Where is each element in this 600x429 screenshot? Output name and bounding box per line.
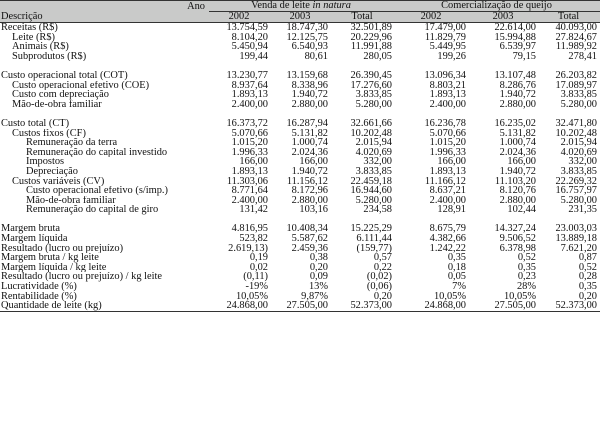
row-value bbox=[209, 61, 271, 71]
row-value: 2.400,00 bbox=[429, 195, 466, 206]
table-row bbox=[0, 129, 600, 139]
row-value: 13.096,34 bbox=[424, 70, 466, 81]
row-value: 13.889,18 bbox=[555, 234, 597, 244]
row-value: 3.833,85 bbox=[560, 166, 597, 177]
row-value: 5.280,00 bbox=[355, 99, 392, 110]
header-col: Total bbox=[331, 12, 395, 23]
row-label: Leite (R$) bbox=[12, 32, 55, 43]
table-row bbox=[0, 186, 600, 196]
row-value: 9,87% bbox=[301, 291, 328, 302]
row-value: 6.540,93 bbox=[291, 42, 328, 52]
spacer-row bbox=[0, 61, 600, 71]
row-value: 1.940,72 bbox=[499, 166, 536, 177]
row-label: Remuneração da terra bbox=[26, 138, 118, 148]
row-value: 8.104,20 bbox=[231, 32, 268, 43]
row-value: (0,11) bbox=[243, 272, 268, 283]
row-value: 10.202,48 bbox=[350, 128, 392, 139]
row-value: 0,20 bbox=[373, 291, 392, 302]
table-row bbox=[0, 234, 600, 244]
row-value bbox=[539, 61, 600, 71]
row-value: 1.996,33 bbox=[429, 147, 466, 158]
row-value: 13.754,59 bbox=[226, 22, 268, 33]
row-label: Impostos bbox=[26, 157, 65, 167]
row-value: 26.390,45 bbox=[350, 70, 392, 81]
row-value: 8.172,96 bbox=[291, 186, 328, 196]
row-label: Animais (R$) bbox=[12, 42, 69, 52]
row-value: 27.824,67 bbox=[555, 32, 597, 43]
row-value: 28% bbox=[516, 282, 536, 292]
row-label: Custo operacional efetivo (COE) bbox=[12, 80, 150, 91]
header-ano: Ano bbox=[187, 1, 205, 12]
row-value: 5.587,62 bbox=[291, 234, 328, 244]
row-label: Mão-de-obra familiar bbox=[26, 195, 116, 206]
table-row bbox=[0, 253, 600, 263]
row-value: 280,05 bbox=[363, 51, 392, 62]
row-value bbox=[331, 61, 395, 71]
row-value: 20.229,96 bbox=[350, 32, 392, 43]
row-value: (0,06) bbox=[366, 282, 392, 292]
table-row bbox=[0, 244, 600, 254]
row-value: 5.280,00 bbox=[355, 195, 392, 206]
row-value: 199,44 bbox=[239, 51, 268, 62]
row-value: 13% bbox=[308, 282, 328, 292]
row-value bbox=[469, 215, 539, 225]
table-row bbox=[0, 157, 600, 167]
row-value: 14.327,24 bbox=[494, 224, 536, 235]
row-value: 2.400,00 bbox=[429, 99, 466, 110]
row-label bbox=[0, 61, 209, 71]
row-value: 79,15 bbox=[512, 51, 536, 62]
row-value: 8.771,64 bbox=[231, 186, 268, 196]
row-value: 0,09 bbox=[309, 272, 328, 283]
row-value: 17.479,00 bbox=[424, 22, 466, 33]
row-value: 6.111,44 bbox=[356, 234, 392, 244]
row-label: Resultado (lucro ou prejuízo) bbox=[1, 243, 124, 254]
table-row bbox=[0, 23, 600, 33]
header-col: 2003 bbox=[469, 12, 539, 23]
row-value: 0,35 bbox=[517, 262, 536, 273]
row-value: 231,35 bbox=[568, 205, 597, 215]
row-value: 8.803,21 bbox=[429, 80, 466, 91]
row-value: 32.501,89 bbox=[350, 22, 392, 33]
row-value: 103,16 bbox=[299, 205, 328, 215]
header-col: 2002 bbox=[395, 12, 469, 23]
row-value: 2.880,00 bbox=[291, 99, 328, 110]
row-value: 5.280,00 bbox=[560, 195, 597, 206]
row-value: 0,02 bbox=[249, 262, 268, 273]
row-value: 10.408,34 bbox=[286, 224, 328, 235]
table-row bbox=[0, 81, 600, 91]
row-value: 11.829,79 bbox=[424, 32, 466, 43]
row-label bbox=[0, 109, 209, 119]
row-value: 11.166,12 bbox=[424, 176, 466, 187]
row-value: 523,82 bbox=[239, 234, 268, 244]
row-label: Custos variáveis (CV) bbox=[12, 176, 105, 187]
row-label: Remuneração do capital de giro bbox=[26, 205, 159, 215]
table-row bbox=[0, 282, 600, 292]
row-value: 4.020,69 bbox=[560, 147, 597, 158]
row-value: 166,00 bbox=[507, 157, 536, 167]
row-value: 11.991,88 bbox=[350, 42, 392, 52]
header-corner bbox=[0, 1, 209, 23]
row-value: 0,28 bbox=[578, 272, 597, 283]
row-value: 1.893,13 bbox=[429, 90, 466, 100]
row-value: 4.020,69 bbox=[355, 147, 392, 158]
row-value: 1.015,20 bbox=[429, 138, 466, 148]
table-row bbox=[0, 90, 600, 100]
row-value: 2.459,36 bbox=[291, 243, 328, 254]
row-value: 13.107,48 bbox=[494, 70, 536, 81]
row-value bbox=[395, 109, 469, 119]
row-value: 2.619,13) bbox=[228, 243, 268, 254]
row-value: 52.373,00 bbox=[539, 301, 600, 311]
row-value: 5.450,94 bbox=[231, 42, 268, 52]
header-group-queijo: Comercialização de queijo bbox=[395, 1, 600, 12]
row-value: 0,05 bbox=[447, 272, 466, 283]
header-group-leite-prefix: Venda de leite bbox=[251, 0, 313, 11]
row-value: 24.868,00 bbox=[209, 301, 271, 311]
row-value: 16.944,60 bbox=[350, 186, 392, 196]
row-value: 0,35 bbox=[578, 282, 597, 292]
row-value: 0,35 bbox=[447, 253, 466, 263]
row-value: 32.661,66 bbox=[350, 118, 392, 129]
table-row bbox=[0, 148, 600, 158]
row-value: (0,02) bbox=[366, 272, 392, 283]
row-label: Custo total (CT) bbox=[1, 118, 70, 129]
row-label: Custo operacional total (COT) bbox=[1, 70, 128, 81]
row-value: 0,23 bbox=[517, 272, 536, 283]
row-value: 3.833,85 bbox=[560, 90, 597, 100]
row-value: 2.015,94 bbox=[560, 138, 597, 148]
row-value: 22.459,18 bbox=[350, 176, 392, 187]
row-value: 5.449,95 bbox=[429, 42, 466, 52]
header-descricao: Descrição bbox=[1, 11, 43, 22]
row-label: Margem líquida / kg leite bbox=[1, 262, 107, 273]
row-value: 7.621,20 bbox=[560, 243, 597, 254]
row-value: 2.400,00 bbox=[231, 99, 268, 110]
table-row bbox=[0, 119, 600, 129]
table-row bbox=[0, 177, 600, 187]
table-row bbox=[0, 272, 600, 282]
table-row bbox=[0, 42, 600, 52]
row-label: Margem líquida bbox=[1, 234, 68, 244]
row-label: Depreciação bbox=[26, 166, 78, 177]
row-value: 11.303,06 bbox=[226, 176, 268, 187]
row-value bbox=[395, 61, 469, 71]
row-value bbox=[209, 215, 271, 225]
row-value: 4.382,66 bbox=[429, 234, 466, 244]
row-value: 1.000,74 bbox=[499, 138, 536, 148]
row-label: Receitas (R$) bbox=[1, 22, 58, 33]
row-value: 12.125,75 bbox=[286, 32, 328, 43]
row-value bbox=[539, 109, 600, 119]
row-value: -19% bbox=[245, 282, 268, 292]
header-group-leite-italic: in natura bbox=[312, 0, 351, 11]
row-value: 27.505,00 bbox=[469, 301, 539, 311]
header-col: Total bbox=[539, 12, 600, 23]
row-label: Mão-de-obra familiar bbox=[12, 99, 102, 110]
row-value: 102,44 bbox=[507, 205, 536, 215]
row-value: 4.816,95 bbox=[231, 224, 268, 235]
row-value: 2.880,00 bbox=[291, 195, 328, 206]
row-value: 1.940,72 bbox=[291, 90, 328, 100]
row-value: 17.089,97 bbox=[555, 80, 597, 91]
row-value: 16.373,72 bbox=[226, 118, 268, 129]
row-value: 128,91 bbox=[437, 205, 466, 215]
row-value: 5.131,82 bbox=[499, 128, 536, 139]
row-value: 332,00 bbox=[568, 157, 597, 167]
table-row bbox=[0, 100, 600, 110]
row-value: 10,05% bbox=[503, 291, 536, 302]
table-row bbox=[0, 138, 600, 148]
row-value: 0,57 bbox=[373, 253, 392, 263]
row-value: 131,42 bbox=[239, 205, 268, 215]
row-value: 2.880,00 bbox=[499, 99, 536, 110]
row-value: 8.286,76 bbox=[499, 80, 536, 91]
row-value: 166,00 bbox=[299, 157, 328, 167]
row-value: 8.937,64 bbox=[231, 80, 268, 91]
row-label: Custo operacional efetivo (s/imp.) bbox=[26, 186, 168, 196]
row-label: Rentabilidade (%) bbox=[1, 291, 77, 302]
row-value: 3.833,85 bbox=[355, 166, 392, 177]
row-value: 0,20 bbox=[578, 291, 597, 302]
row-value: 32.471,80 bbox=[555, 118, 597, 129]
table-row bbox=[0, 196, 600, 206]
table-row bbox=[0, 301, 600, 311]
row-value: 1.893,13 bbox=[429, 166, 466, 177]
row-value: 16.757,97 bbox=[555, 186, 597, 196]
row-value: 0,52 bbox=[578, 262, 597, 273]
row-value bbox=[469, 109, 539, 119]
row-value bbox=[539, 215, 600, 225]
row-value: 0,22 bbox=[373, 262, 392, 273]
row-value: 0,20 bbox=[309, 262, 328, 273]
header-col: 2002 bbox=[209, 12, 271, 23]
row-value: 5.070,66 bbox=[231, 128, 268, 139]
row-label bbox=[0, 215, 209, 225]
header-col: 2003 bbox=[271, 12, 331, 23]
table-row bbox=[0, 33, 600, 43]
row-label: Margem bruta bbox=[1, 224, 60, 235]
row-value bbox=[469, 61, 539, 71]
row-value bbox=[271, 215, 331, 225]
row-value: 0,87 bbox=[578, 253, 597, 263]
row-value: 17.276,60 bbox=[350, 80, 392, 91]
row-value: 5.280,00 bbox=[560, 99, 597, 110]
row-value: 2.024,36 bbox=[499, 147, 536, 158]
row-value: 16.287,94 bbox=[286, 118, 328, 129]
row-value: 15.225,29 bbox=[350, 224, 392, 235]
row-value: 2.400,00 bbox=[231, 195, 268, 206]
row-value: 0,18 bbox=[447, 262, 466, 273]
table-row bbox=[0, 292, 600, 302]
row-value: 6.539,97 bbox=[499, 42, 536, 52]
row-label: Margem bruta / kg leite bbox=[1, 253, 99, 263]
row-value: 1.893,13 bbox=[231, 90, 268, 100]
row-value: 2.024,36 bbox=[291, 147, 328, 158]
row-value bbox=[271, 61, 331, 71]
row-value: 10.202,48 bbox=[555, 128, 597, 139]
row-value: 1.996,33 bbox=[231, 147, 268, 158]
row-value: 13.230,77 bbox=[226, 70, 268, 81]
row-value bbox=[209, 109, 271, 119]
row-value bbox=[271, 109, 331, 119]
row-value: 199,26 bbox=[437, 51, 466, 62]
row-value: 15.994,88 bbox=[494, 32, 536, 43]
row-value: 278,41 bbox=[568, 51, 597, 62]
table-row bbox=[0, 71, 600, 81]
row-value: 6.378,98 bbox=[499, 243, 536, 254]
row-value: 22.269,32 bbox=[555, 176, 597, 187]
header-row-groups bbox=[0, 1, 600, 12]
spacer-row bbox=[0, 109, 600, 119]
row-label: Custo com depreciação bbox=[12, 90, 109, 100]
row-label: Lucratividade (%) bbox=[1, 282, 77, 292]
row-value: 0,38 bbox=[309, 253, 328, 263]
table-row bbox=[0, 52, 600, 62]
row-value: 166,00 bbox=[437, 157, 466, 167]
row-value: 16.235,02 bbox=[494, 118, 536, 129]
row-value: 10,05% bbox=[235, 291, 268, 302]
row-label: Remuneração do capital investido bbox=[26, 147, 168, 158]
row-value: 8.120,76 bbox=[499, 186, 536, 196]
row-value: 24.868,00 bbox=[395, 301, 469, 311]
row-label: Quantidade de leite (kg) bbox=[0, 301, 209, 311]
row-value: 1.242,22 bbox=[429, 243, 466, 254]
row-value: 40.093,00 bbox=[555, 22, 597, 33]
row-value bbox=[331, 109, 395, 119]
table-row bbox=[0, 263, 600, 273]
row-value: 22.614,00 bbox=[494, 22, 536, 33]
row-value: 166,00 bbox=[239, 157, 268, 167]
row-value: 1.893,13 bbox=[231, 166, 268, 177]
row-value: 3.833,85 bbox=[355, 90, 392, 100]
table-row bbox=[0, 167, 600, 177]
row-value: 11.156,12 bbox=[286, 176, 328, 187]
row-value: 1.940,72 bbox=[291, 166, 328, 177]
row-value: 2.015,94 bbox=[355, 138, 392, 148]
row-label: Resultado (lucro ou prejuízo) / kg leite bbox=[1, 272, 163, 283]
row-value: 7% bbox=[452, 282, 466, 292]
row-value: 16.236,78 bbox=[424, 118, 466, 129]
row-value: 1.940,72 bbox=[499, 90, 536, 100]
row-value: 9.506,52 bbox=[499, 234, 536, 244]
row-value: 23.003,03 bbox=[555, 224, 597, 235]
spacer-row bbox=[0, 215, 600, 225]
table-row bbox=[0, 205, 600, 215]
row-value bbox=[331, 215, 395, 225]
row-value: 10,05% bbox=[433, 291, 466, 302]
row-value: 26.203,82 bbox=[555, 70, 597, 81]
row-value: 13.159,68 bbox=[286, 70, 328, 81]
table-row bbox=[0, 224, 600, 234]
row-value: 234,58 bbox=[363, 205, 392, 215]
header-group-leite bbox=[209, 1, 395, 12]
table-body bbox=[0, 23, 600, 312]
row-value: 1.015,20 bbox=[231, 138, 268, 148]
row-value: 8.338,96 bbox=[291, 80, 328, 91]
row-label: Custos fixos (CF) bbox=[12, 128, 86, 139]
row-value: (159,77) bbox=[356, 243, 392, 254]
row-value: 27.505,00 bbox=[271, 301, 331, 311]
row-value: 52.373,00 bbox=[331, 301, 395, 311]
row-value: 2.880,00 bbox=[499, 195, 536, 206]
row-label: Subprodutos (R$) bbox=[12, 51, 87, 62]
row-value: 0,52 bbox=[517, 253, 536, 263]
row-value: 8.637,21 bbox=[429, 186, 466, 196]
row-value: 5.131,82 bbox=[291, 128, 328, 139]
row-value: 18.747,30 bbox=[286, 22, 328, 33]
row-value bbox=[395, 215, 469, 225]
row-value: 11.989,92 bbox=[555, 42, 597, 52]
row-value: 80,61 bbox=[304, 51, 328, 62]
row-value: 8.675,79 bbox=[429, 224, 466, 235]
row-value: 0,19 bbox=[249, 253, 268, 263]
row-value: 332,00 bbox=[363, 157, 392, 167]
row-value: 1.000,74 bbox=[291, 138, 328, 148]
row-value: 5.070,66 bbox=[429, 128, 466, 139]
row-value: 11.103,20 bbox=[494, 176, 536, 187]
